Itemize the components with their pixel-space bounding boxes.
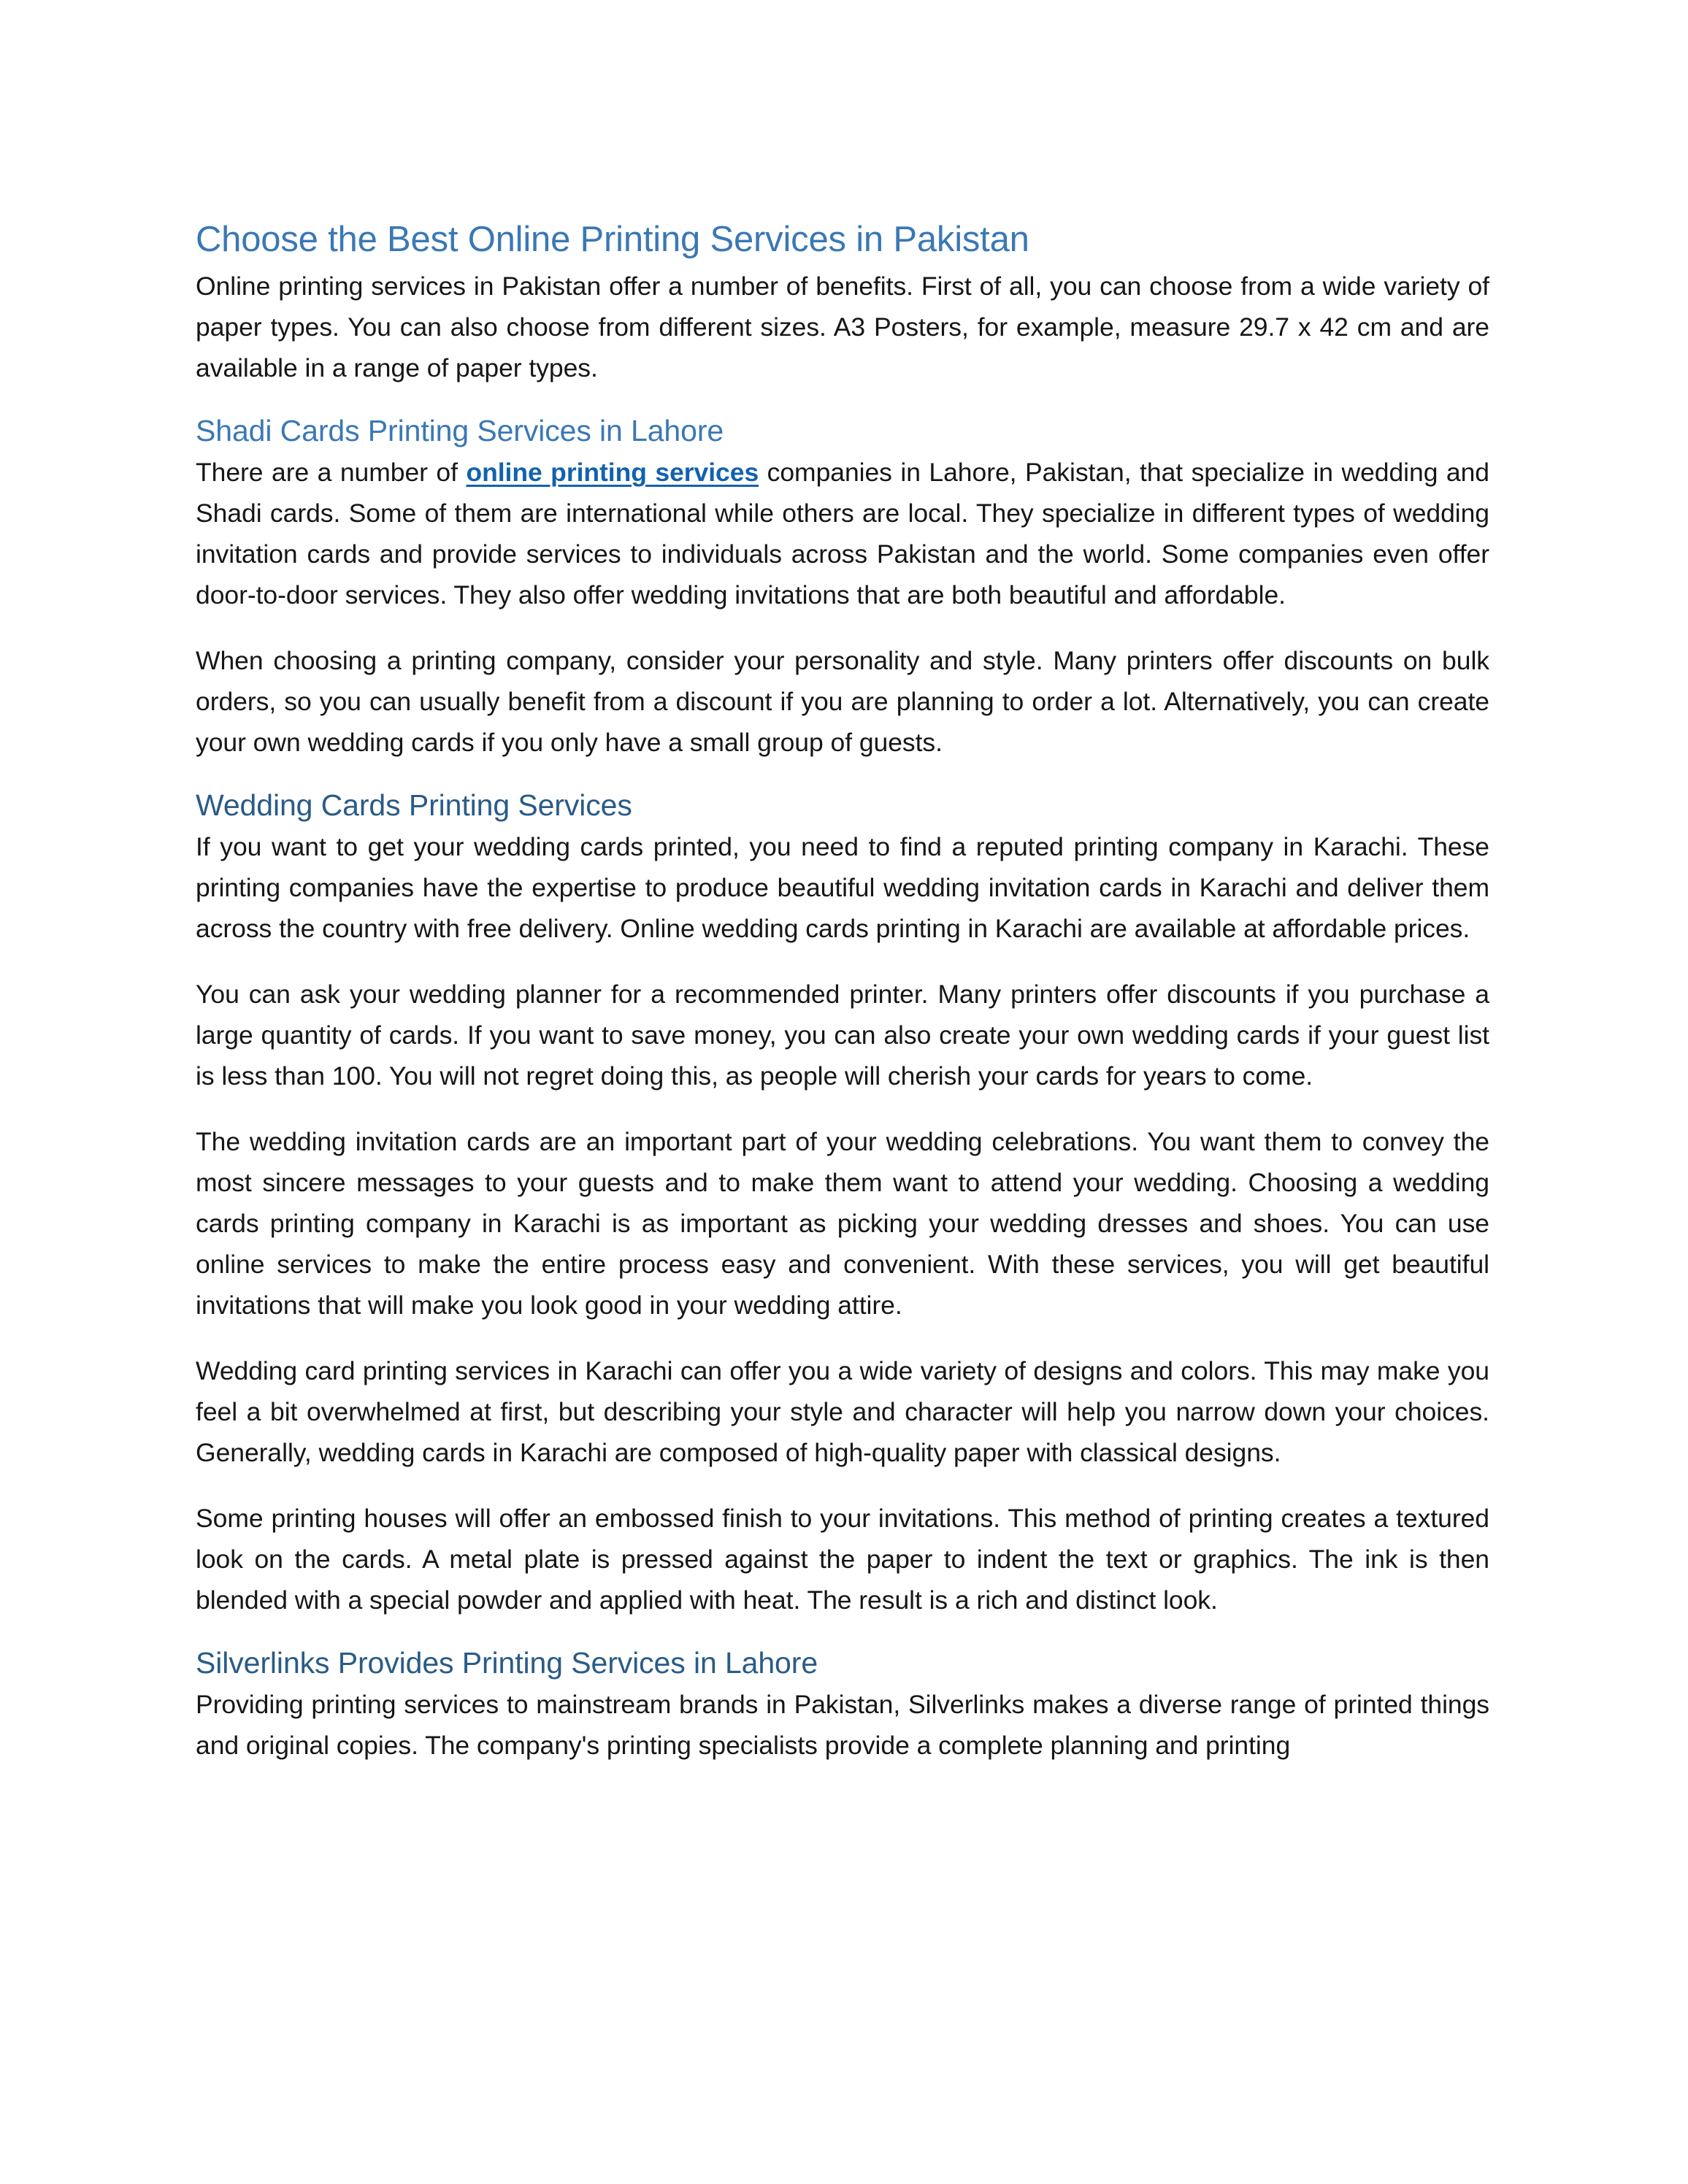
shadi-cards-paragraph-1 — [196, 452, 1497, 615]
wedding-cards-paragraph-4: Wedding card printing services in Karachi can offer you a wide variety of designs and colors. This may make you feel a bit overwhelmed at first, but describing your style and character will help you narrow down your choices. Generally, wedding cards in Karachi are composed of high-quality paper with classical designs. — [196, 1356, 1489, 1468]
document-body — [196, 219, 1497, 1766]
section-heading-wedding-cards: Wedding Cards Printing Services — [196, 788, 632, 822]
wedding-cards-paragraph-2: You can ask your wedding planner for a recommended printer. Many printers offer discounts if you purchase a large quantity of cards. If you want to save money, you can also create your own wedding cards if your guest list is less than 100. You will not regret doing this, as people will cherish your cards for years to come. — [196, 980, 1489, 1091]
wedding-cards-paragraph-1: If you want to get your wedding cards printed, you need to find a reputed printing company in Karachi. These printing companies have the expertise to produce beautiful wedding invitation cards in Karachi and deliver them across the country with free delivery. Online wedding cards printing in Karachi are available at affordable prices. — [196, 832, 1489, 944]
section-heading-silverlinks: Silverlinks Provides Printing Services in Lahore — [196, 1646, 818, 1680]
wedding-cards-paragraph-3: The wedding invitation cards are an important part of your wedding celebrations. You want them to convey the most sincere messages to your guests and to make them want to attend your wedding. Choosing a wedding cards printing company in Karachi is as important as picking your wedding dresses and shoes. You can use online services to make the entire process easy and convenient. With these services, you will get beautiful invitations that will make you look good in your wedding attire. — [196, 1127, 1489, 1320]
paragraph-text-before-link: There are a number of — [196, 458, 467, 487]
section-heading-shadi-cards: Shadi Cards Printing Services in Lahore — [196, 413, 724, 447]
paragraph-text-after-link: companies in Lahore, Pakistan, that specialize in wedding and Shadi cards. Some of them are international while others are local. They specialize in different types of wedding invitation cards and provide services to individuals across Pakistan and the world. Some companies even offer door-to-door services. They also offer wedding invitations that are both beautiful and affordable. — [196, 458, 1497, 610]
wedding-cards-paragraph-5: Some printing houses will offer an embossed finish to your invitations. This method of printing creates a textured look on the cards. A metal plate is pressed against the paper to indent the text or graphics. The ink is then blended with a special powder and applied with heat. The result is a rich and distinct look. — [196, 1504, 1489, 1615]
intro-paragraph: Online printing services in Pakistan offer a number of benefits. First of all, you can choose from a wide variety of paper types. You can also choose from different sizes. A3 Posters, for example, measure 29.7 x 42 cm and are available in a range of paper types. — [196, 271, 1489, 382]
page-title: Choose the Best Online Printing Services in Pakistan — [196, 220, 1029, 259]
silverlinks-paragraph-1: Providing printing services to mainstream brands in Pakistan, Silverlinks makes a diverse range of printed things and original copies. The company's printing specialists provide a complete planning and printing — [196, 1690, 1489, 1761]
shadi-cards-paragraph-2: When choosing a printing company, consider your personality and style. Many printers offer discounts on bulk orders, so you can usually benefit from a discount if you are planning to order a lot. Alternatively, you can create your own wedding cards if you only have a small group of guests. — [196, 646, 1489, 757]
online-printing-services-link[interactable]: online printing services — [466, 458, 759, 487]
